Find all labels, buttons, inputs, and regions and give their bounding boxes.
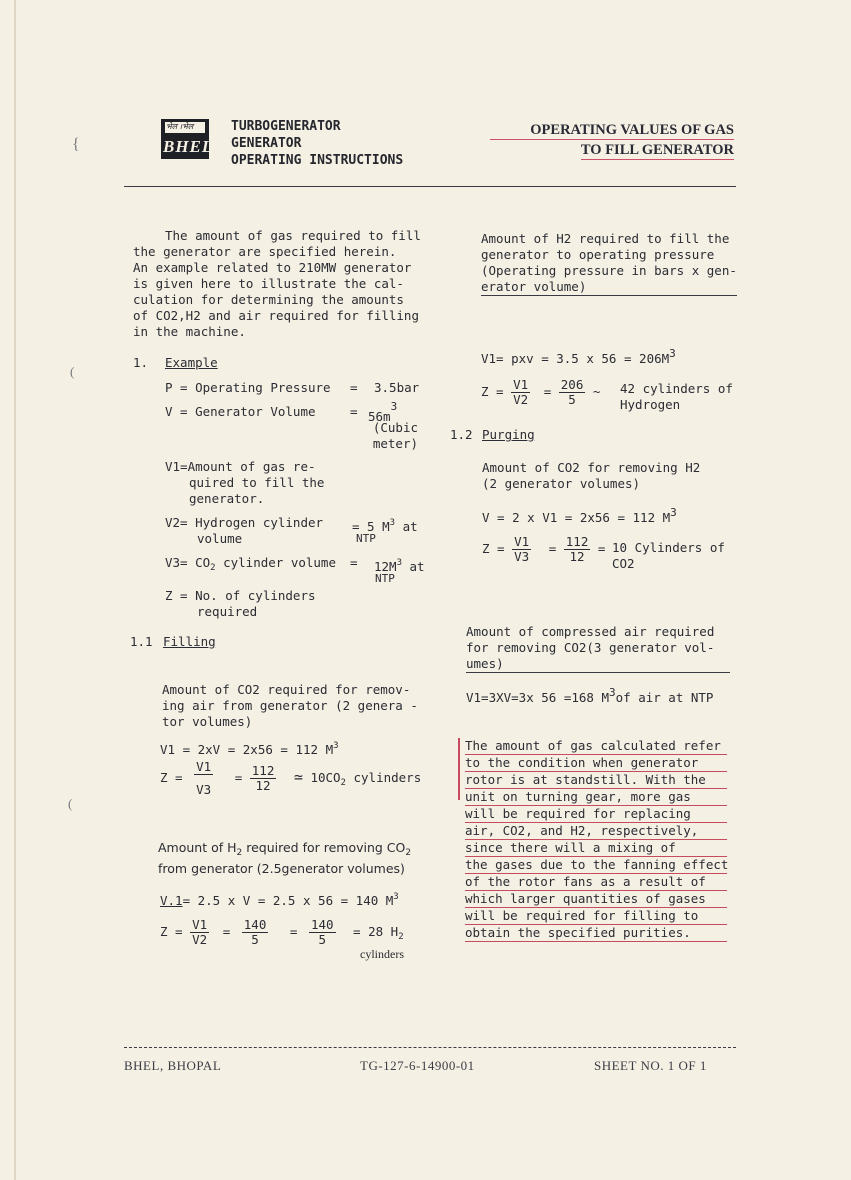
v-purge-text: V = 2 x V1 = 2x56 = 112 M [482,510,671,525]
title-line: TURBOGENERATOR [231,119,341,134]
footer-rule [124,1047,736,1048]
v2-line: volume [197,531,243,546]
volume-note-line: meter) [372,436,418,451]
co2-line: ing air from generator (2 genera - [162,698,418,713]
z-denominator: 5 [568,392,576,407]
note-line: which larger quantities of gases [465,891,727,908]
footer-company: BHEL, BHOPAL [124,1058,222,1073]
purge-line: Amount of CO2 for removing H2 [482,460,701,475]
z-eq: = [234,770,243,785]
z-result: cylinders [345,770,422,785]
v-purge-equation [482,505,677,526]
approx-symbol: ~ [592,384,601,399]
v1-line: generator. [189,491,265,506]
z2-denominator: 5 [251,932,259,947]
v3-definition [165,555,336,576]
z-result-subscript: 2 [340,778,346,788]
air-line: Amount of compressed air required [466,624,715,639]
volume-label: V = Generator Volume [165,404,316,419]
v3-text: cylinder volume [215,555,336,570]
z-result-line: 42 cylinders of [620,381,733,396]
z-denominator: 12 [569,549,585,564]
note-line: rotor is at standstill. With the [465,772,727,789]
title-line: GENERATOR [231,136,302,151]
v3-exponent: 3 [396,558,402,568]
v3-subscript: 2 [210,563,216,573]
note-line: will be required for replacing [465,806,727,823]
v2-definition [165,515,323,547]
h2-fill-line: (Operating pressure in bars x gen- [481,263,737,278]
logo-top-text: भेल ।भेल [166,122,194,131]
v1-h2-exponent: 3 [393,892,399,902]
air-line: for removing CO2(3 generator vol- [466,640,715,655]
air-line: umes) [466,656,504,671]
z-purge-equation [482,535,605,564]
approx-symbol: ≃ [293,768,303,786]
z-denominator: V3 [514,549,530,564]
z-line: Z = No. of cylinders [165,588,316,603]
volume-number: 56m [368,409,391,424]
z-numerator: 112 [565,534,589,549]
title-line: OPERATING INSTRUCTIONS [231,153,404,168]
z2-denominator: 5 [318,932,326,947]
v2-exponent: 3 [389,518,396,528]
example-number: 1. [133,355,149,370]
cylinders-label: cylinders [360,947,404,961]
co2-subscript: 2 [405,848,412,858]
section-title-line: TO FILL GENERATOR [580,142,734,158]
v1-pxv-text: V1= pxv = 3.5 x 56 = 206M [481,351,670,366]
v1-co2-equation [160,738,339,758]
intro-line: in the machine. [133,324,246,339]
note-paragraph [465,738,727,942]
co2-line: tor volumes) [162,714,253,729]
intro-line: is given here to illustrate the cal- [133,276,404,291]
air-eq-text: of air at NTP [615,690,714,705]
z-numerator: 112 [251,763,275,778]
z-h2-equation [160,918,404,947]
z-result-line: CO2 [612,556,635,571]
intro-line: the generator are specified herein. [133,244,397,259]
h2-fill-rule [481,295,737,296]
page-edge [14,0,16,1180]
v3-number: 12M [374,559,397,574]
volume-eq: = [350,404,358,419]
z2-result: = 28 H [353,924,399,939]
v2-number: = 5 M [352,519,390,534]
note-line: since there will a mixing of [465,840,727,857]
z2-result-subscript: 2 [398,932,404,942]
intro-line: culation for determining the amounts [133,292,404,307]
v3-eq: = [350,555,358,570]
v1-line: quired to fill the [189,475,325,490]
note-line: The amount of gas calculated refer [465,738,727,755]
intro-line: The amount of gas required to fill [165,228,421,243]
air-text [466,624,714,672]
v3-ntp: NTP [375,572,395,585]
air-rule [466,672,730,673]
z-hydrogen-result [620,381,733,413]
section-title-line: OPERATING VALUES OF GAS [490,121,734,140]
v1-label: V.1 [160,893,183,908]
note-line: to the condition when generator [465,755,727,772]
z2-numerator: V1 [192,917,208,932]
air-exponent: 3 [609,686,616,699]
z-result: 10CO [310,770,341,785]
volume-note-line: (Cubic [372,420,418,435]
z-co2-equation [160,760,421,797]
volume-note [366,420,418,452]
header-rule [124,186,736,187]
z2-prefix: Z = [160,924,183,939]
v3-text: V3= CO [165,555,211,570]
z-eq: = [548,541,557,556]
z-result-line: Hydrogen [620,397,681,412]
z-result-line: 10 Cylinders of [612,540,725,555]
intro-paragraph [133,228,433,340]
margin-mark: ( [68,796,73,811]
v2-ntp: NTP [356,532,376,545]
logo-main-text: BHEL [163,137,214,156]
z-denominator: V2 [513,392,529,407]
margin-mark: ( [70,364,75,379]
filling-heading: Filling [163,634,216,649]
h2-removal-text [158,840,411,877]
note-line: the gases due to the fanning effect [465,857,729,872]
v1-line: V1=Amount of gas re- [165,459,316,474]
h2-text: from generator (2.5generator volumes) [158,861,405,876]
section-title [490,121,734,160]
z-denominator: 12 [255,778,271,793]
h2-fill-line: generator to operating pressure [481,247,715,262]
volume-exponent: 3 [390,400,398,413]
z-prefix: Z = [160,770,183,785]
z-numerator: V1 [514,534,530,549]
v1-pxv-equation [481,346,676,367]
purging-heading: Purging [482,427,535,442]
footer-document-number: TG-127-6-14900-01 [360,1058,475,1073]
z-purge-result [612,540,725,572]
z2-numerator: 140 [310,917,334,932]
z-prefix: Z = [482,541,505,556]
z-prefix: Z = [481,384,504,399]
co2-filling-text [162,682,418,730]
note-highlight-bar [458,738,460,800]
z2-eq: = [222,924,231,939]
note-line: obtain the specified purities. [465,925,727,942]
footer-sheet-number: SHEET NO. 1 OF 1 [594,1058,707,1073]
h2-fill-line: erator volume) [481,279,587,294]
intro-line: An example related to 210MW generator [133,260,412,275]
z-definition [165,588,316,620]
example-heading: Example [165,355,218,370]
v1-h2-text: = 2.5 x V = 2.5 x 56 = 140 M [182,893,394,908]
z-denominator: V3 [196,782,212,797]
note-line: unit on turning gear, more gas [465,789,727,806]
approx-symbol: = [597,541,606,556]
v1-h2-equation [160,889,399,909]
v1-co2-exponent: 3 [333,741,339,751]
h2-subscript: 2 [236,848,243,858]
v1-pxv-exponent: 3 [669,347,676,360]
v2-tail: at [395,519,418,534]
h2-text: Amount of H [158,840,237,855]
h2-text: required for removing CO [242,840,406,855]
z-line: required [197,604,258,619]
z-eq: = [543,384,552,399]
v-purge-exponent: 3 [670,506,677,519]
note-line: will be required for filling to [465,908,727,925]
v2-line: V2= Hydrogen cylinder [165,515,324,530]
filling-number: 1.1 [130,634,153,649]
pressure-value: 3.5bar [374,380,420,395]
v3-tail: at [402,559,425,574]
document-title [231,118,403,169]
co2-line: Amount of CO2 required for remov- [162,682,411,697]
air-equation [466,685,713,706]
note-line: air, CO2, and H2, respectively, [465,823,727,840]
purging-number: 1.2 [450,427,473,442]
z2-eq: = [289,924,298,939]
air-eq-text: V1=3XV=3x 56 =168 M [466,690,609,705]
h2-fill-line: Amount of H2 required to fill the [481,231,730,246]
v1-definition [165,459,324,507]
z-numerator: V1 [196,759,212,774]
z-numerator: V1 [513,377,529,392]
z2-numerator: 140 [243,917,267,932]
pressure-label: P = Operating Pressure [165,380,331,395]
note-line: of the rotor fans as a result of [465,874,727,891]
pressure-eq: = [350,380,358,395]
z-numerator: 206 [560,377,584,392]
z2-denominator: V2 [192,932,208,947]
margin-mark: { [72,136,80,153]
v1-co2-text: V1 = 2xV = 2x56 = 112 M [160,742,334,757]
purge-line: (2 generator volumes) [482,476,641,491]
intro-line: of CO2,H2 and air required for filling [133,308,419,323]
z-hydrogen-equation [481,378,600,407]
purge-text [482,460,700,492]
h2-fill-text [481,231,737,295]
